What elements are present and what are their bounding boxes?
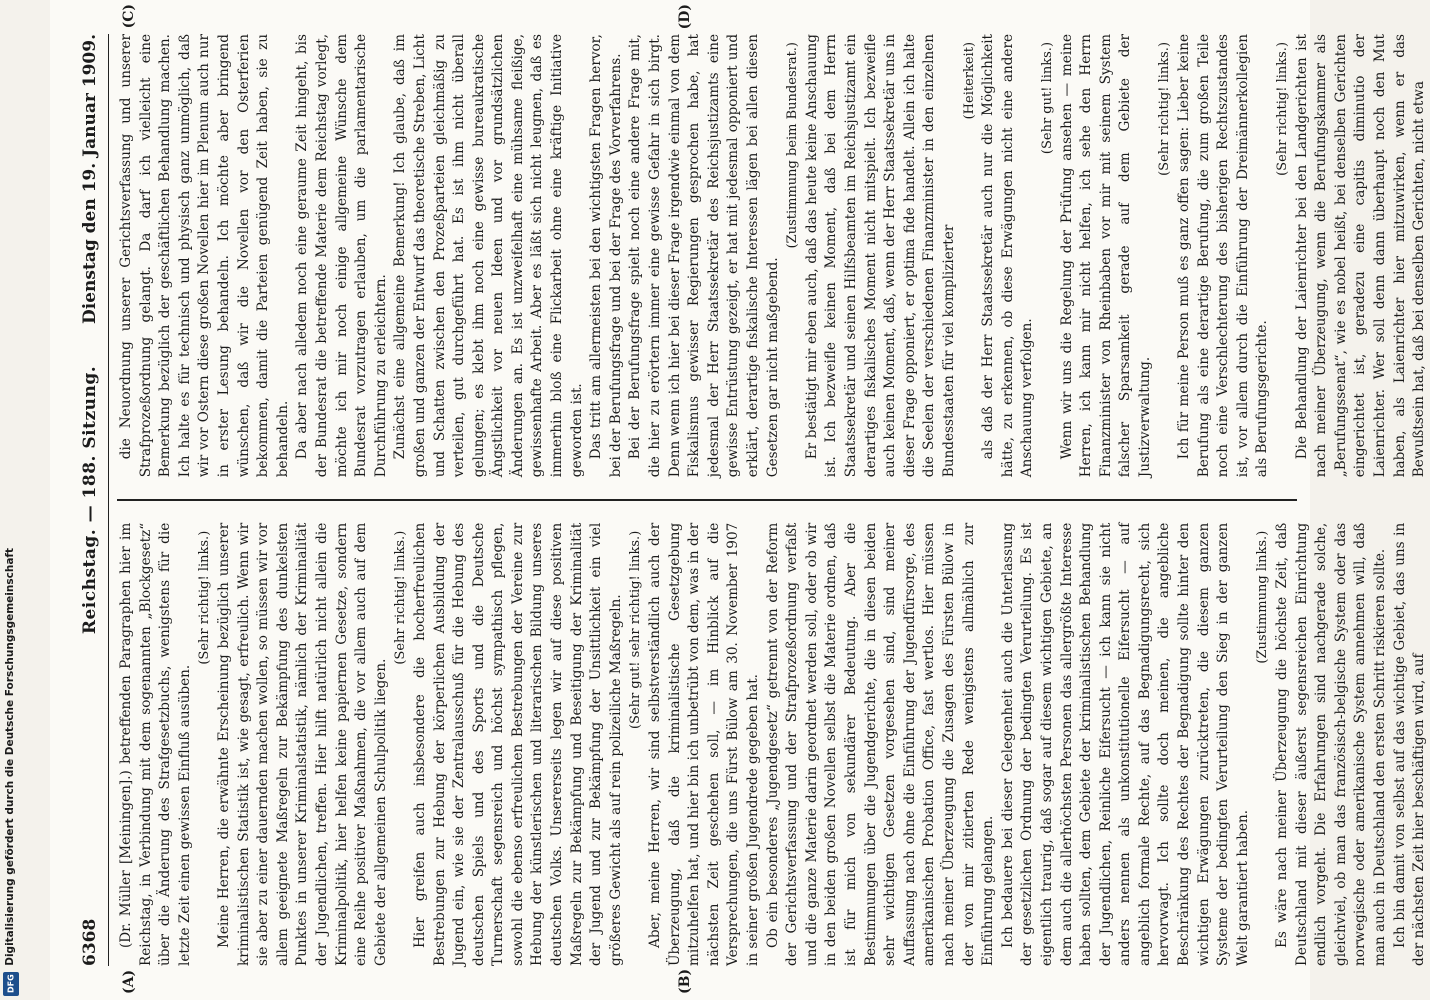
dfg-logo-icon: DFG xyxy=(3,972,19,996)
interjection: (Sehr gut! links.) xyxy=(1039,41,1055,155)
paragraph: als daß der Herr Staatssekretär auch nur die Möglichkeit hätte, zu erkennen, ob diese Erwägungen nicht eine andere Anschauung verfolgen. xyxy=(980,33,1036,478)
paragraph: Das tritt am allermeisten bei den wichtigsten Fragen hervor, bei der Berufungsfrage und bei der Frage des Vorverfahrens. xyxy=(588,33,624,478)
rotated-page xyxy=(50,0,1428,1000)
page-header xyxy=(78,34,109,966)
paragraph: Ich für meine Person muß es ganz offen sagen: Lieber keine Berufung als eine derartige Berufung, die zum großen Teile noch eine Verschlechterung des bisherigen Rechtszustandes ist, vor allem durch die Einführung der Dreimännerkollegien als Berufungsgerichte. xyxy=(1176,33,1271,478)
paragraph: Ich bin damit von selbst auf das wichtige Gebiet, das uns in der nächsten Zeit hier beschäftigen wird, auf xyxy=(1391,522,1428,966)
paragraph: Aber, meine Herren, wir sind selbstverständlich auch der Überzeugung, daß die kriminalistische Gesetzgebung mitzuhelfen hat, und hier bin ich unbetrübt von dem, was in der nächsten Zeit geschehen soll, — im Hinblick auf die Versprechungen, die uns Fürst Bülow am 30. November 1907 in seiner großen Jugendrede gegeben hat. xyxy=(647,522,761,966)
paragraph: Es wäre nach meiner Überzeugung die höchste Zeit, daß Deutschland mit dieser äußerst segensreichen Einrichtung endlich vorgeht. Die Erfahrungen sind nachgerade solche, gleichviel, ob man das französisch-belgische System oder das norwegische oder amerikanische System annehmen will, daß man auch in Deutschland den ersten Schritt riskieren sollte. xyxy=(1274,522,1388,966)
paragraph: die Neuordnung unserer Gerichtsverfassung und unserer Strafprozeßordnung gelangt. Da darf ich vielleicht eine Bemerkung bezüglich der geschäftlichen Behandlung machen. Ich halte es für technisch und physisch ganz unmöglich, daß wir vor Ostern diese großen Novellen hier im Plenum auch nur in erster Lesung behandeln. Ich möchte aber bringend wünschen, daß wir die Novellen vor den Osterferien bekommen, damit die Parteien genügend Zeit haben, sie zu behandeln. xyxy=(118,33,291,478)
margin-marker-d: (D) xyxy=(677,4,693,30)
left-column xyxy=(117,522,1428,966)
funding-credit: Digitalisierung gefördert durch die Deutsche Forschungsgemeinschaft xyxy=(4,548,16,966)
interjection: (Zustimmung beim Bundesrat.) xyxy=(785,41,801,249)
paragraph: Die Behandlung der Laienrichter bei den Landgerichten ist nach meiner Überzeugung, wenn die Berufungskammer als „Berufungssenat“, wie es nobel heißt, bei denselben Gerichten eingerichtet ist, geradezu eine capitis diminutio der Laienrichter. Wer soll denn dann überhaupt noch den Mut haben, als Laienrichter hier mitzuwirken, wenn er das Bewußtsein hat, daß bei denselben Gerichten, nicht etwa xyxy=(1293,33,1428,478)
paragraph: Da aber nach alledem noch eine geraume Zeit hingeht, bis der Bundesrat die betreffende Materie dem Reichstag vorlegt, möchte ich mir noch einige allgemeine Wünsche dem Bundesrat vorzutragen erlauben, um die parlamentarische Durchführung zu erleichtern. xyxy=(294,33,389,478)
interjection: (Sehr richtig! links.) xyxy=(1275,41,1291,176)
header-date: Dienstag den 19. Januar 1909. xyxy=(80,34,100,324)
paragraph: (Dr. Müller [Meiningen].) betreffenden Paragraphen hier im Reichstag, in Verbindung mit dem sogenannten „Blockgesetz“ über die Änderung des Strafgesetzbuchs, wenigstens für die letzte Zeit einen gewissen Einfluß ausüben. xyxy=(118,522,193,966)
paragraph: Er bestätigt mir eben auch, daß das heute keine Anschauung ist. Ich bezweifle keinen Moment, daß bei dem Herrn Staatssekretär und seinen Hilfsbeamten im Reichsjustizamt ein derartiges fiskalisches Moment nicht mitspielt. Ich bezweifle auch keinen Moment, daß, wenn der Herr Staatssekretär uns in dieser Frage opponiert, er optima fide handelt. Allein ich halte die Seelen der verschiedenen Finanzminister in den einzelnen Bundesstaaten für viel komplizierter xyxy=(803,33,957,478)
right-column xyxy=(117,33,1428,478)
interjection: (Sehr richtig! links.) xyxy=(1157,41,1173,176)
interjection: (Zustimmung links.) xyxy=(1255,530,1271,664)
margin-marker-a: (A) xyxy=(121,969,137,994)
paragraph: Bei der Berufungsfrage spielt noch eine andere Frage mit, die hier zu erörtern immer eine gewisse Gefahr in sich birgt. Denn wenn ich hier bei dieser Frage irgendwie einmal von dem Fiskalismus gewisser Regierungen gesprochen habe, hat jedesmal der Herr Staatssekretär des Reichsjustizamts eine gewisse Entrüstung gezeigt, er hat mit jedesmal opponiert und erklärt, derartige fiskalische Interessen lägen bei allen diesen Gesetzen gar nicht maßgebend. xyxy=(627,33,781,478)
paragraph: Ich bedauere bei dieser Gelegenheit auch die Unterlassung der gesetzlichen Ordnung der bedingten Verurteilung. Es ist eigentlich traurig, daß sogar auf diesem wichtigen Gebiete, an dem auch die allerhöchsten Personen das allergrößte Interesse haben sollten, dem Gebiete der kriminalistischen Behandlung der Jugendlichen, Reinliche Eifersucht — ich kann sie nicht anders nennen als unkonstitutionelle Eifersucht — auf angeblich formale Rechte, auf das Begnadigungsrecht, sich hervorwagt. Ich sollte doch meinen, die angebliche Beschränkung des Rechtes der Begnadigung sollte hinter den wichtigen Erwägungen zurücktreten, die diesem ganzen Systeme der bedingten Verurteilung den Sieg in der ganzen Welt garantiert haben. xyxy=(999,522,1251,966)
header-title: Reichstag. — 188. Sitzung. xyxy=(80,365,100,635)
paragraph: Wenn wir uns die Regelung der Prüfung ansehen — meine Herren, ich kann mir nicht helfen, ich sehe den Herrn Finanzminister von Rheinbaben vor mir mit seinem System falscher Sparsamkeit gerade auf dem Gebiete der Justizverwaltung. xyxy=(1058,33,1153,478)
paragraph: Zunächst eine allgemeine Bemerkung! Ich glaube, daß im großen und ganzen der Entwurf das theoretische Streben, Licht und Schatten zwischen den Prozeßparteien gleichmäßig zu verteilen, gut durchgeführt hat. Es ist ihm nicht überall gelungen; es klebt ihm noch eine gewisse bureaukratische Ängstlichkeit vor neuen Ideen und vor grundsätzlichen Änderungen an. Es ist unzweifelhaft eine mühsame fleißige, gewissenhafte Arbeit. Aber es läßt sich nicht leugnen, daß es immerhin bloß eine Flickarbeit ohne eine kräftige Initiative geworden ist. xyxy=(392,33,585,478)
margin-marker-b: (B) xyxy=(677,968,693,994)
interjection: (Heiterkeit) xyxy=(961,41,977,120)
dfg-sidebar xyxy=(2,0,22,1000)
interjection: (Sehr richtig! links.) xyxy=(393,530,409,665)
page-number: 6368 xyxy=(80,918,100,966)
interjection: (Sehr gut! sehr richtig! links.) xyxy=(628,530,644,730)
paragraph: Ob ein besonderes „Jugendgesetz“ getrennt von der Reform der Gerichtsverfassung und der Strafprozeßordnung verfaßt und die ganze Materie darin geordnet werden soll, oder ob wir in den beiden großen Novellen selbst die Materie ordnen, daß ist für mich von sekundärer Bedeutung. Aber die Bestimmungen über die Jugendgerichte, die in diesen beiden sehr wichtigen Gesetzen vorgesehen sind, sind meiner Auffassung nach ohne die Einführung der Jugendfürsorge, des amerikanischen Probation Office, fast wertlos. Hier müssen nach meiner Überzeugung die Zusagen des Fürsten Bülow in der von mir zitierten Rede wenigstens allmählich zur Einführung gelangen. xyxy=(764,522,997,966)
paragraph: Meine Herren, die erwähnte Erscheinung bezüglich unserer kriminalistischen Statistik ist, wie gesagt, erfreulich. Wenn wir sie aber zu einer dauernden machen wollen, so müssen wir vor allem geeignete Maßregeln zur Bekämpfung des dunkelsten Punktes in unserer Kriminalstatistik, nämlich der Kriminalität der Jugendlichen, treffen. Hier hilft natürlich nicht allein die Kriminalpolitik, hier helfen keine papiernen Gesetze, sondern eine Reihe positiver Maßnahmen, die vor allem auch auf dem Gebiete der allgemeinen Schulpolitik liegen. xyxy=(215,522,389,966)
margin-marker-c: (C) xyxy=(121,4,137,29)
column-divider xyxy=(117,499,1297,500)
interjection: (Sehr richtig! links.) xyxy=(197,530,213,665)
text-columns xyxy=(117,4,1428,994)
paragraph: Hier greifen auch insbesondere die hocherfreulichen Bestrebungen zur Hebung der körperlichen Ausbildung der Jugend ein, wie sie der Zentralausschuß für die Hebung des deutschen Spiels und des Sports und die Deutsche Turnerschaft segensreich und höchst sympathisch pflegen, sowohl die ebenso erfreulichen Bestrebungen der Vereine zur Hebung der künstlerischen und literarischen Bildung unseres deutschen Volks. Unsererseits legen wir auf diese positiven Maßregeln zur Bekämpfung und Beseitigung der Kriminalität der Jugend und zur Bekämpfung der Unsittlichkeit ein viel größeres Gewicht als auf rein polizeiliche Maßregeln. xyxy=(411,522,624,966)
